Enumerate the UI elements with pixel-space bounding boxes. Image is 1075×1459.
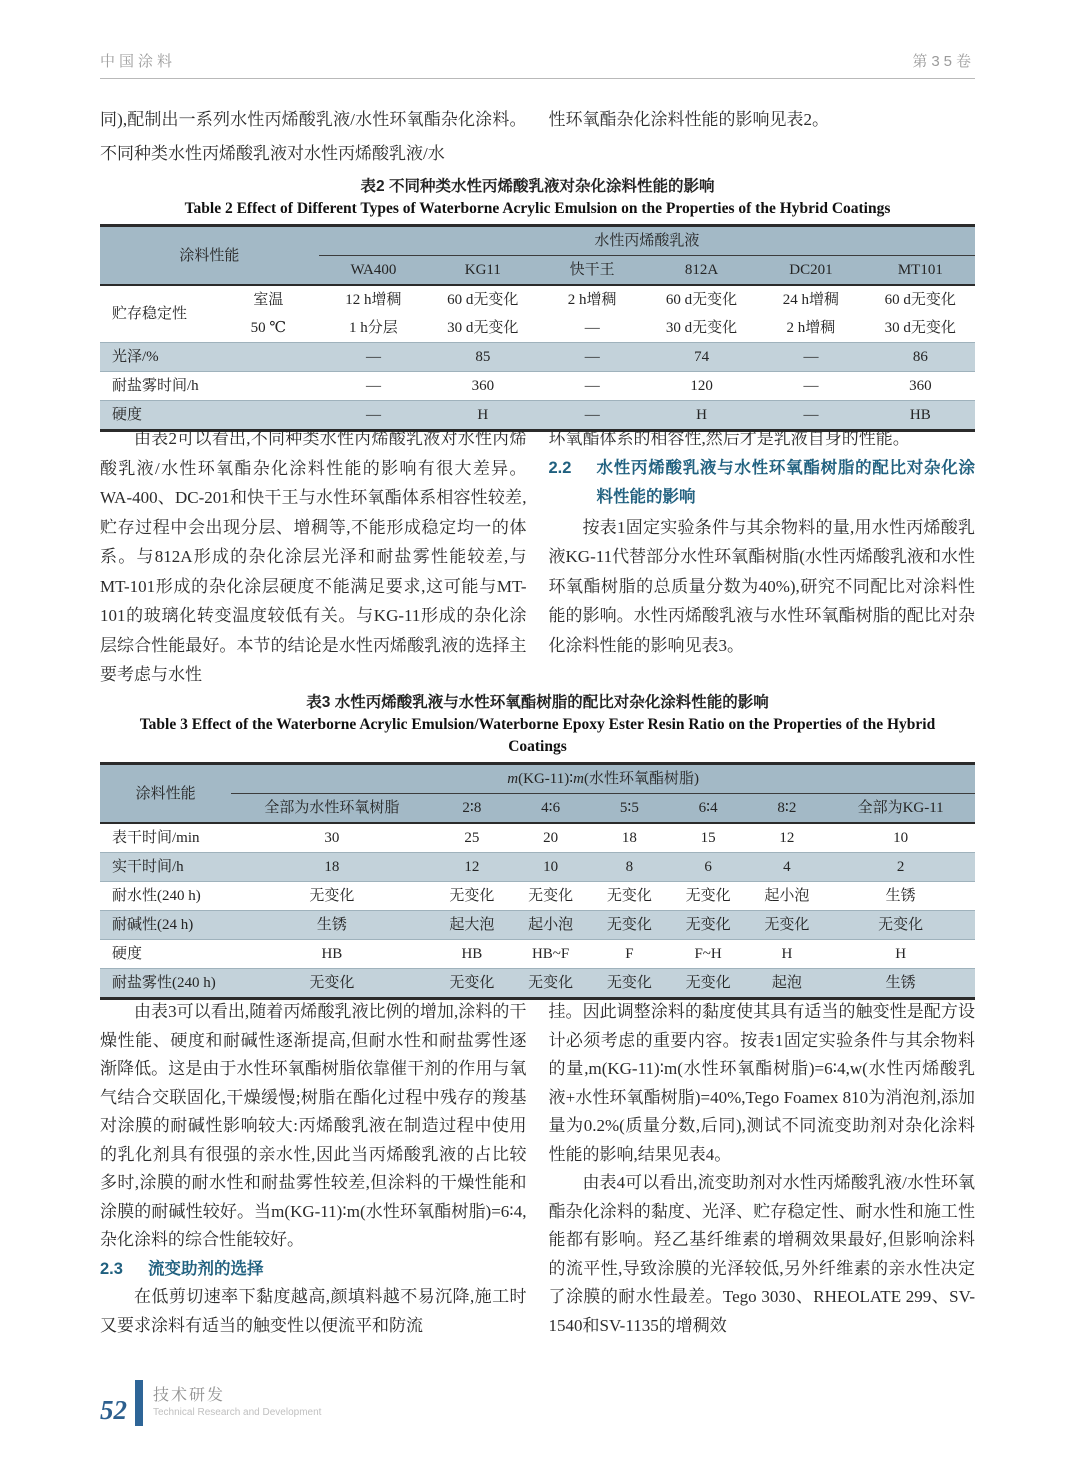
table3-cell: 18	[590, 823, 669, 853]
table2-cell: 30 d无变化	[428, 314, 537, 343]
table3-cell: 2	[826, 853, 975, 882]
table3-caption-chinese: 表3 水性丙烯酸乳液与水性环氧酯树脂的配比对杂化涂料性能的影响	[306, 694, 769, 711]
table3-cell: 25	[433, 823, 512, 853]
paragraph-table4-discussion: 由表4可以看出,流变助剂对水性丙烯酸乳液/水性环氧酯杂化涂料的黏度、光泽、贮存稳定性、耐水性和施工性能都有影响。羟乙基纤维素的增稠效果最好,但影响涂料的流平性,导致涂膜的光泽较低,另外纤维素的亲水性决定了涂膜的耐水性最差。Tego 3030、RHEOLATE 299、SV-1540和SV-1135的增稠效	[548, 1173, 975, 1335]
table3-cell: 无变化	[826, 911, 975, 940]
paragraph-section-2-3: 在低剪切速率下黏度越高,颜填料越不易沉降,施工时又要求涂料有适当的触变性以便流平和防流	[100, 1287, 527, 1335]
table3-column-header: 4∶6	[511, 794, 590, 824]
table2-cell: 86	[866, 343, 975, 372]
table2-cell: HB	[866, 401, 975, 431]
intro-right-column: 性环氧酯杂化涂料性能的影响见表2。	[548, 110, 829, 129]
table3-cell: 12	[433, 853, 512, 882]
table2	[100, 224, 975, 432]
table2-cell: 85	[428, 343, 537, 372]
table3-cell: 12	[748, 823, 827, 853]
table3-cell: 生锈	[826, 882, 975, 911]
table2-row	[100, 314, 975, 343]
table3-cell: 15	[669, 823, 748, 853]
table2-column-header: MT101	[866, 256, 975, 286]
table2-cell: —	[756, 372, 865, 401]
table3-group-header	[231, 764, 975, 794]
table2-cell: —	[319, 372, 428, 401]
table3-cell: 10	[511, 853, 590, 882]
table2-row-label: 耐盐雾时间/h	[100, 372, 319, 401]
table3-caption-english-line1: Table 3 Effect of the Waterborne Acrylic Emulsion/Waterborne Epoxy Ester Resin Ratio on the Properties of the Hybrid	[139, 716, 936, 733]
table3-cell: 生锈	[826, 969, 975, 999]
paragraph-continuation: 环氧酯体系的相容性,然后才是乳液自身的性能。	[548, 429, 910, 448]
table2-row	[100, 343, 975, 372]
bottom-right-column	[549, 998, 976, 1340]
table3-cell: 无变化	[590, 911, 669, 940]
table3-cell: HB	[433, 940, 512, 969]
page-number: 52	[100, 1395, 127, 1425]
table2-cell: 360	[866, 372, 975, 401]
table2-cell: —	[756, 343, 865, 372]
footer-section-chinese: 技术研发	[153, 1387, 226, 1404]
table2-cell: 60 d无变化	[647, 285, 756, 314]
table2-cell: —	[538, 343, 647, 372]
table2-cell: H	[647, 401, 756, 431]
table3-cell: 起泡	[748, 969, 827, 999]
table2-row-label: 贮存稳定性	[100, 285, 218, 343]
table3-row-label: 表干时间/min	[100, 823, 231, 853]
table2-cell: 30 d无变化	[647, 314, 756, 343]
table3-row	[100, 882, 975, 911]
table3-cell: 无变化	[231, 969, 432, 999]
table2-cell: 2 h增稠	[538, 285, 647, 314]
table2-row-label: 光泽/%	[100, 343, 319, 372]
table2-cell: 2 h增稠	[756, 314, 865, 343]
table3-row-label: 耐水性(240 h)	[100, 882, 231, 911]
table2-corner-label: 涂料性能	[100, 226, 319, 286]
page-header	[100, 50, 975, 79]
table3-cell: 生锈	[231, 911, 432, 940]
section-title: 流变助剂的选择	[148, 1259, 264, 1278]
ratio-m-symbol: m	[507, 771, 519, 787]
table3-cell: 起小泡	[511, 911, 590, 940]
volume-label: 第35卷	[912, 53, 975, 70]
table3-cell: 无变化	[590, 969, 669, 999]
table2-cell: 12 h增稠	[319, 285, 428, 314]
table2-column-header: DC201	[756, 256, 865, 286]
table3-cell: 无变化	[669, 911, 748, 940]
ratio-m-symbol: m	[573, 771, 584, 787]
table3-row	[100, 853, 975, 882]
section-number: 2.2	[548, 458, 572, 477]
table3-cell: 6	[669, 853, 748, 882]
table3-cell: 起小泡	[748, 882, 827, 911]
table2-cell: 1 h分层	[319, 314, 428, 343]
table3-row	[100, 911, 975, 940]
table3-row	[100, 823, 975, 853]
table3-cell: 10	[826, 823, 975, 853]
table2-cell: 24 h增稠	[756, 285, 865, 314]
table2-column-header: KG11	[428, 256, 537, 286]
table3-cell: 无变化	[511, 882, 590, 911]
table2-cell: 60 d无变化	[866, 285, 975, 314]
paragraph-continuation-2: 挂。因此调整涂料的黏度使其具有适当的触变性是配方设计必须考虑的重要内容。按表1固定实验条件与其余物料的量,m(KG-11)∶m(水性环氧酯树脂)=6∶4,w(水性丙烯酸乳液+水性环氧酯树脂)=40%,Tego Foamex 810为消泡剂,添加量为0.2%(质量分数,后同),测试不同流变助剂对杂化涂料性能的影响,结果见表4。	[548, 1002, 975, 1164]
intro-section	[100, 103, 975, 171]
table3-cell: F	[590, 940, 669, 969]
table2-cell: —	[319, 401, 428, 431]
table3-cell: 起大泡	[433, 911, 512, 940]
table3-cell: 无变化	[433, 882, 512, 911]
table2-caption-english: Table 2 Effect of Different Types of Waterborne Acrylic Emulsion on the Properties of the Hybrid Coatings	[184, 200, 891, 217]
table2-body	[100, 285, 975, 431]
ratio-text: (水性环氧酯树脂)	[583, 771, 699, 787]
middle-left-column	[100, 424, 527, 690]
table2-cell: 120	[647, 372, 756, 401]
table2-group-header: 水性丙烯酸乳液	[319, 226, 975, 256]
table3-cell: 无变化	[669, 969, 748, 999]
table3-body	[100, 823, 975, 999]
table2-cell: 74	[647, 343, 756, 372]
table2-column-header: 812A	[647, 256, 756, 286]
ratio-text: (KG-11)∶	[518, 771, 574, 787]
table2-row-label: 硬度	[100, 401, 319, 431]
footer-accent-bar	[135, 1380, 143, 1426]
table2-cell: —	[538, 401, 647, 431]
table3-caption	[100, 692, 975, 758]
paragraph-table2-discussion: 由表2可以看出,不同种类水性丙烯酸乳液对水性丙烯酸乳液/水性环氧酯杂化涂料性能的影响有很大差异。WA-400、DC-201和快干王与水性环氧酯体系相容性较差,贮存过程中会出现分层、增稠等,不能形成稳定均一的体系。与812A形成的杂化涂层光泽和耐盐雾性能较差,与MT-101形成的杂化涂层硬度不能满足要求,这可能与MT-101的玻璃化转变温度较低有关。与KG-11形成的杂化涂层综合性能最好。本节的结论是水性丙烯酸乳液的选择主要考虑与水性	[100, 429, 527, 684]
table2-cell: —	[319, 343, 428, 372]
paragraph-section-2-2: 按表1固定实验条件与其余物料的量,用水性丙烯酸乳液KG-11代替部分水性环氧酯树脂(水性丙烯酸乳液和水性环氧酯树脂的总质量分数为40%),研究不同配比对涂料性能的影响。水性丙烯酸乳液与水性环氧酯树脂的配比对杂化涂料性能的影响见表3。	[548, 517, 975, 655]
table3-row-label: 硬度	[100, 940, 231, 969]
page-footer	[100, 1380, 321, 1426]
table3-cell: HB	[231, 940, 432, 969]
table2-cell: 30 d无变化	[866, 314, 975, 343]
table3-cell: 无变化	[433, 969, 512, 999]
table3-cell: 30	[231, 823, 432, 853]
table3-column-header: 5∶5	[590, 794, 669, 824]
table3-cell: HB~F	[511, 940, 590, 969]
table2-column-header: WA400	[319, 256, 428, 286]
table2-row	[100, 372, 975, 401]
middle-right-column	[549, 424, 976, 690]
table2-cell: H	[428, 401, 537, 431]
middle-section	[100, 424, 975, 690]
table2-caption	[100, 176, 975, 220]
table3-column-header: 全部为KG-11	[826, 794, 975, 824]
table3-cell: 无变化	[669, 882, 748, 911]
section-heading-2-3	[100, 1255, 527, 1284]
table3-column-header: 2∶8	[433, 794, 512, 824]
table3-row	[100, 969, 975, 999]
table2-row	[100, 285, 975, 314]
footer-section-english: Technical Research and Development	[153, 1407, 322, 1418]
table2-caption-chinese: 表2 不同种类水性丙烯酸乳液对杂化涂料性能的影响	[360, 178, 715, 195]
table3-row-label: 实干时间/h	[100, 853, 231, 882]
table3-cell: 20	[511, 823, 590, 853]
table3-column-header: 6∶4	[669, 794, 748, 824]
table3-row	[100, 940, 975, 969]
table3-cell: H	[748, 940, 827, 969]
intro-left-column: 同),配制出一系列水性丙烯酸乳液/水性环氧酯杂化涂料。不同种类水性丙烯酸乳液对水性丙烯酸乳液/水	[100, 110, 527, 163]
journal-name: 中国涂料	[100, 53, 177, 70]
section-title: 水性丙烯酸乳液与水性环氧酯树脂的配比对杂化涂料性能的影响	[596, 458, 975, 506]
bottom-left-column	[100, 998, 527, 1340]
table3-row-label: 耐碱性(24 h)	[100, 911, 231, 940]
table3-cell: F~H	[669, 940, 748, 969]
table2-column-header: 快干王	[538, 256, 647, 286]
table3-cell: H	[826, 940, 975, 969]
table3-corner-label: 涂料性能	[100, 764, 231, 824]
table3-column-header: 8∶2	[748, 794, 827, 824]
table3	[100, 762, 975, 1000]
table2-cell: 60 d无变化	[428, 285, 537, 314]
table3-cell: 无变化	[231, 882, 432, 911]
table3-cell: 18	[231, 853, 432, 882]
table3-column-header-row	[100, 794, 975, 824]
table2-cell: —	[538, 314, 647, 343]
section-heading-2-2	[549, 454, 976, 513]
table3-cell: 无变化	[511, 969, 590, 999]
footer-section-block	[153, 1386, 321, 1420]
table2-cell: —	[756, 401, 865, 431]
table2-cell: 360	[428, 372, 537, 401]
table2-condition: 50 ℃	[218, 314, 319, 343]
paragraph-table3-discussion: 由表3可以看出,随着丙烯酸乳液比例的增加,涂料的干燥性能、硬度和耐碱性逐渐提高,但耐水性和耐盐雾性逐渐降低。这是由于水性环氧酯树脂依靠催干剂的作用与氧气结合交联固化,干燥缓慢;树脂在酯化过程中残存的羧基对涂膜的耐碱性影响较大:丙烯酸乳液在制造过程中使用的乳化剂具有很强的亲水性,因此当丙烯酸乳液的占比较多时,涂膜的耐水性和耐盐雾性较差,但涂料的干燥性能和涂膜的耐碱性较好。当m(KG-11)∶m(水性环氧酯树脂)=6∶4,杂化涂料的综合性能较好。	[100, 1002, 527, 1249]
table3-cell: 8	[590, 853, 669, 882]
table3-cell: 无变化	[590, 882, 669, 911]
table3-cell: 无变化	[748, 911, 827, 940]
table3-column-header: 全部为水性环氧树脂	[231, 794, 432, 824]
table3-row-label: 耐盐雾性(240 h)	[100, 969, 231, 999]
table3-cell: 4	[748, 853, 827, 882]
bottom-section	[100, 998, 975, 1340]
table2-condition: 室温	[218, 285, 319, 314]
table3-caption-english-line2: Coatings	[508, 738, 567, 755]
section-number: 2.3	[100, 1259, 123, 1278]
table2-cell: —	[538, 372, 647, 401]
